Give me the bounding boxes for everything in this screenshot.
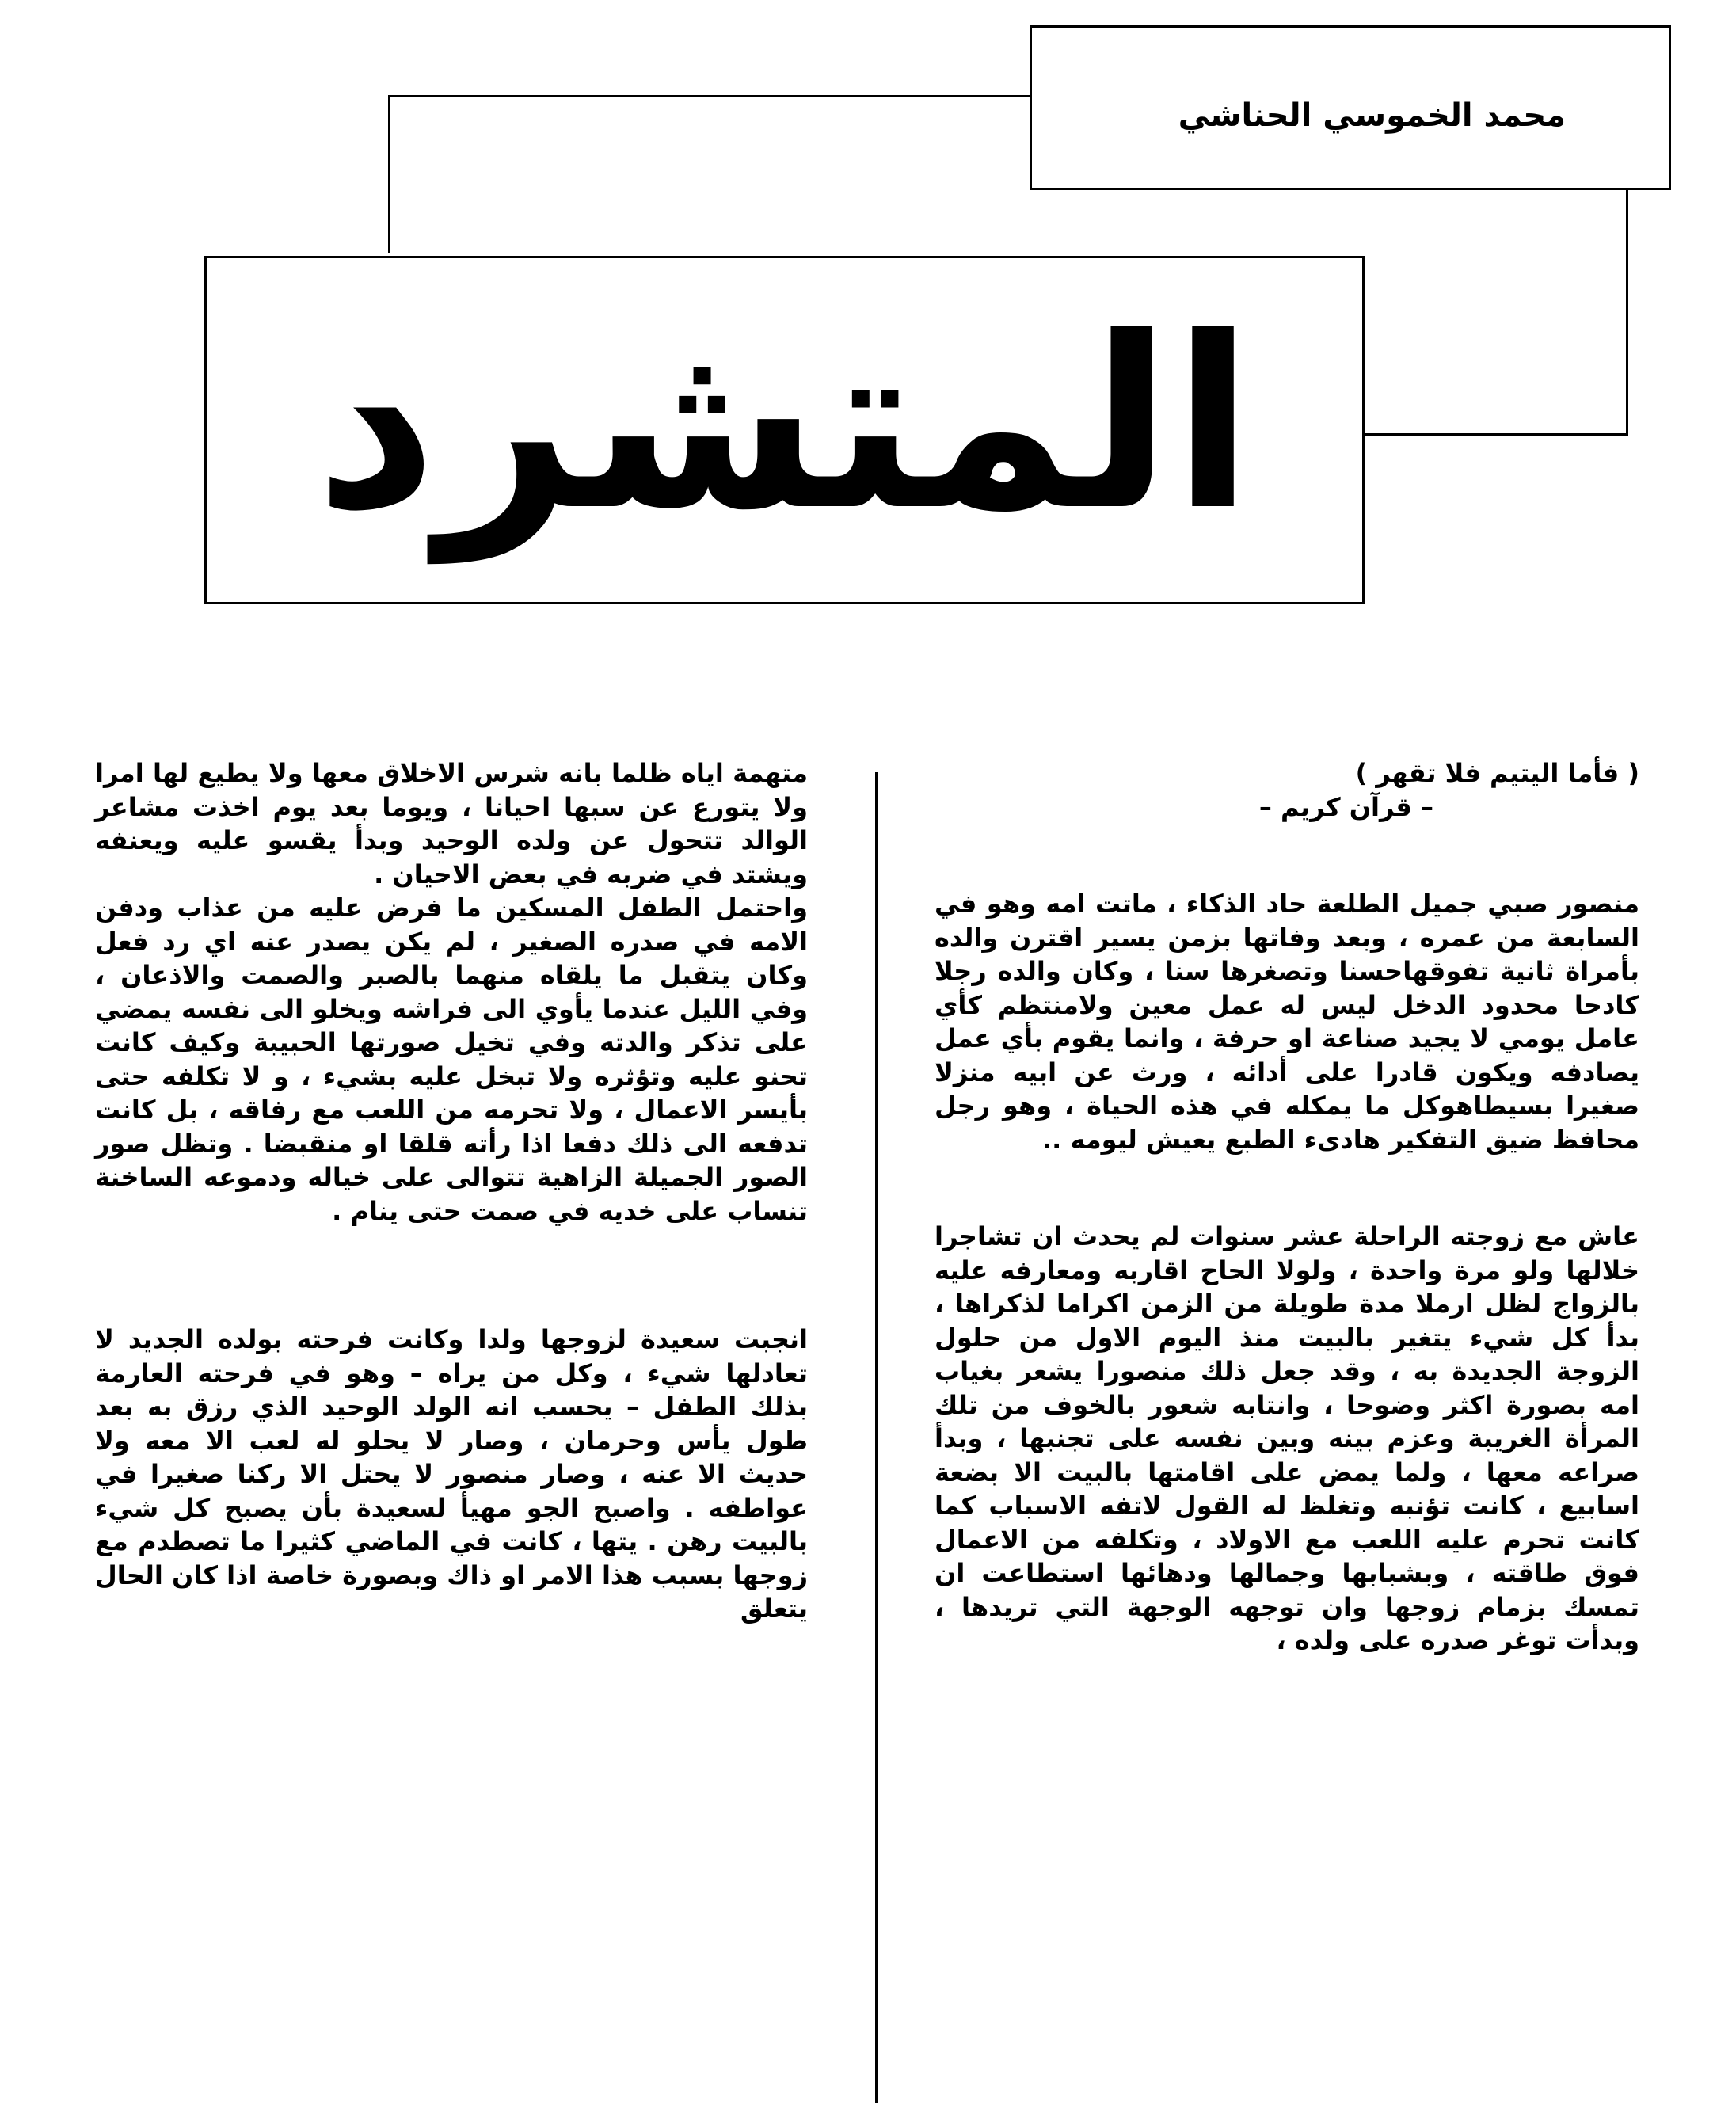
- paragraph: متهمة اياه ظلما بانه شرس الاخلاق معها ولا يطيع لها امرا ولا يتورع عن سبها احيانا ، ويوما بعد يوم اخذت مشاعر الوالد تتحول عن ولده الوحيد وبدأ يقسو عليه ويعنفه ويشتد في ضربه في بعض الاحيان .: [95, 758, 808, 889]
- author-name: محمد الخموسي الحناشي: [1178, 97, 1566, 134]
- paragraph: واحتمل الطفل المسكين ما فرض عليه من عذاب ودفن الامه في صدره الصغير ، لم يكن يصدر عنه اي رد فعل وكان يتقبل ما يلقاه منهما بالصبر والصمت والاذعان ، وفي الليل عندما يأوي الى فراشه ويخلو الى نفسه يمضي على تذكر والدته وفي تخيل صورتها الحبيبة وكيف كانت تحنو عليه وتؤثره ولا تبخل عليه بشيء ، و لا تكلفه حتى بأيسر الاعمال ، ولا تحرمه من اللعب مع رفاقه ، بل كانت تدفعه الى ذلك دفعا اذا رأته قلقا او منقبضا . وتظل صور الصور الجميلة الزاهية تتوالى على خياله ودموعه الساخنة تنساب على خديه في صمت حتى ينام .: [95, 893, 808, 1226]
- text-column-left: [95, 756, 808, 1626]
- author-box: [1030, 25, 1671, 190]
- epigraph: ( فأما اليتيم فلا تقهر ): [1355, 758, 1639, 788]
- paragraph: انجبت سعيدة لزوجها ولدا وكانت فرحته بولده الجديد لا تعادلها شيء ، وكل من يراه – وهو في فرحته العارمة بذلك الطفل – يحسب انه الولد الوحيد الذي رزق به بعد طول يأس وحرمان ، وصار لا يحلو له لعب الا معه ولا حديث الا عنه ، وصار منصور لا يحتل الا ركنا صغيرا في عواطفه . واصبح الجو مهيأ لسعيدة بأن يصبح كل شيء بالبيت رهن . يتها ، كانت في الماضي كثيرا ما تصطدم مع زوجها بسبب هذا الامر او ذاك وبصورة خاصة اذا كان الحال يتعلق: [95, 1324, 808, 1624]
- spacer: [95, 1228, 808, 1323]
- title-box: [204, 256, 1365, 604]
- paragraph: عاش مع زوجته الراحلة عشر سنوات لم يحدث ان تشاجرا خلالها ولو مرة واحدة ، ولولا الحاح اقاربه ومعارفه عليه بالزواج لظل ارملا مدة طويلة من الزمن اكراما لذكراها ، بدأ كل شيء يتغير بالبيت منذ اليوم الاول من حلول الزوجة الجديدة به ، وقد جعل ذلك منصورا يشعر بغياب امه بصورة اكثر وضوحا ، وانتابه شعور بالخوف من تلك المرأة الغريبة وعزم بينه وبين نفسه على تجنبها ، وبدأ صراعه معها ، ولما يمض على اقامتها بالبيت الا بضعة اسابيع ، كانت تؤنبه وتغلظ له القول لاتفه الاسباب كما كانت تحرم عليه اللعب مع الاولاد ، وتكلفه من الاعمال فوق طاقته ، وبشبابها وجمالها ودهائها استطاعت ان تمسك بزمام زوجها وان توجهه الوجهة التي تريدها ، وبدأت توغر صدره على ولده ،: [935, 1221, 1639, 1655]
- column-divider: [875, 772, 878, 2103]
- spacer: [935, 1156, 1639, 1220]
- text-column-right: [935, 756, 1639, 1658]
- frame-connector-left: [388, 95, 1031, 253]
- paragraph: منصور صبي جميل الطلعة حاد الذكاء ، ماتت امه وهو في السابعة من عمره ، وبعد وفاتها بزمن يسير اقترن والده بأمراة ثانية تفوقهاحسنا وتصغرها سنا ، وكان والده رجلا كادحا محدود الدخل ليس له عمل معين ولامنتظم كأي عامل يومي لا يجيد صناعة او حرفة ، وانما يقوم بأي عمل يصادفه ويكون قادرا على أدائه ، ورث عن ابيه منزلا صغيرا بسيطاهوكل ما يمكله في هذه الحياة ، وهو رجل محافظ ضيق التفكير هادىء الطبع يعيش ليومه ..: [935, 889, 1639, 1155]
- epigraph-source: – قرآن كريم –: [1258, 791, 1433, 822]
- article-title: المتشرد: [315, 286, 1254, 562]
- spacer: [935, 824, 1639, 887]
